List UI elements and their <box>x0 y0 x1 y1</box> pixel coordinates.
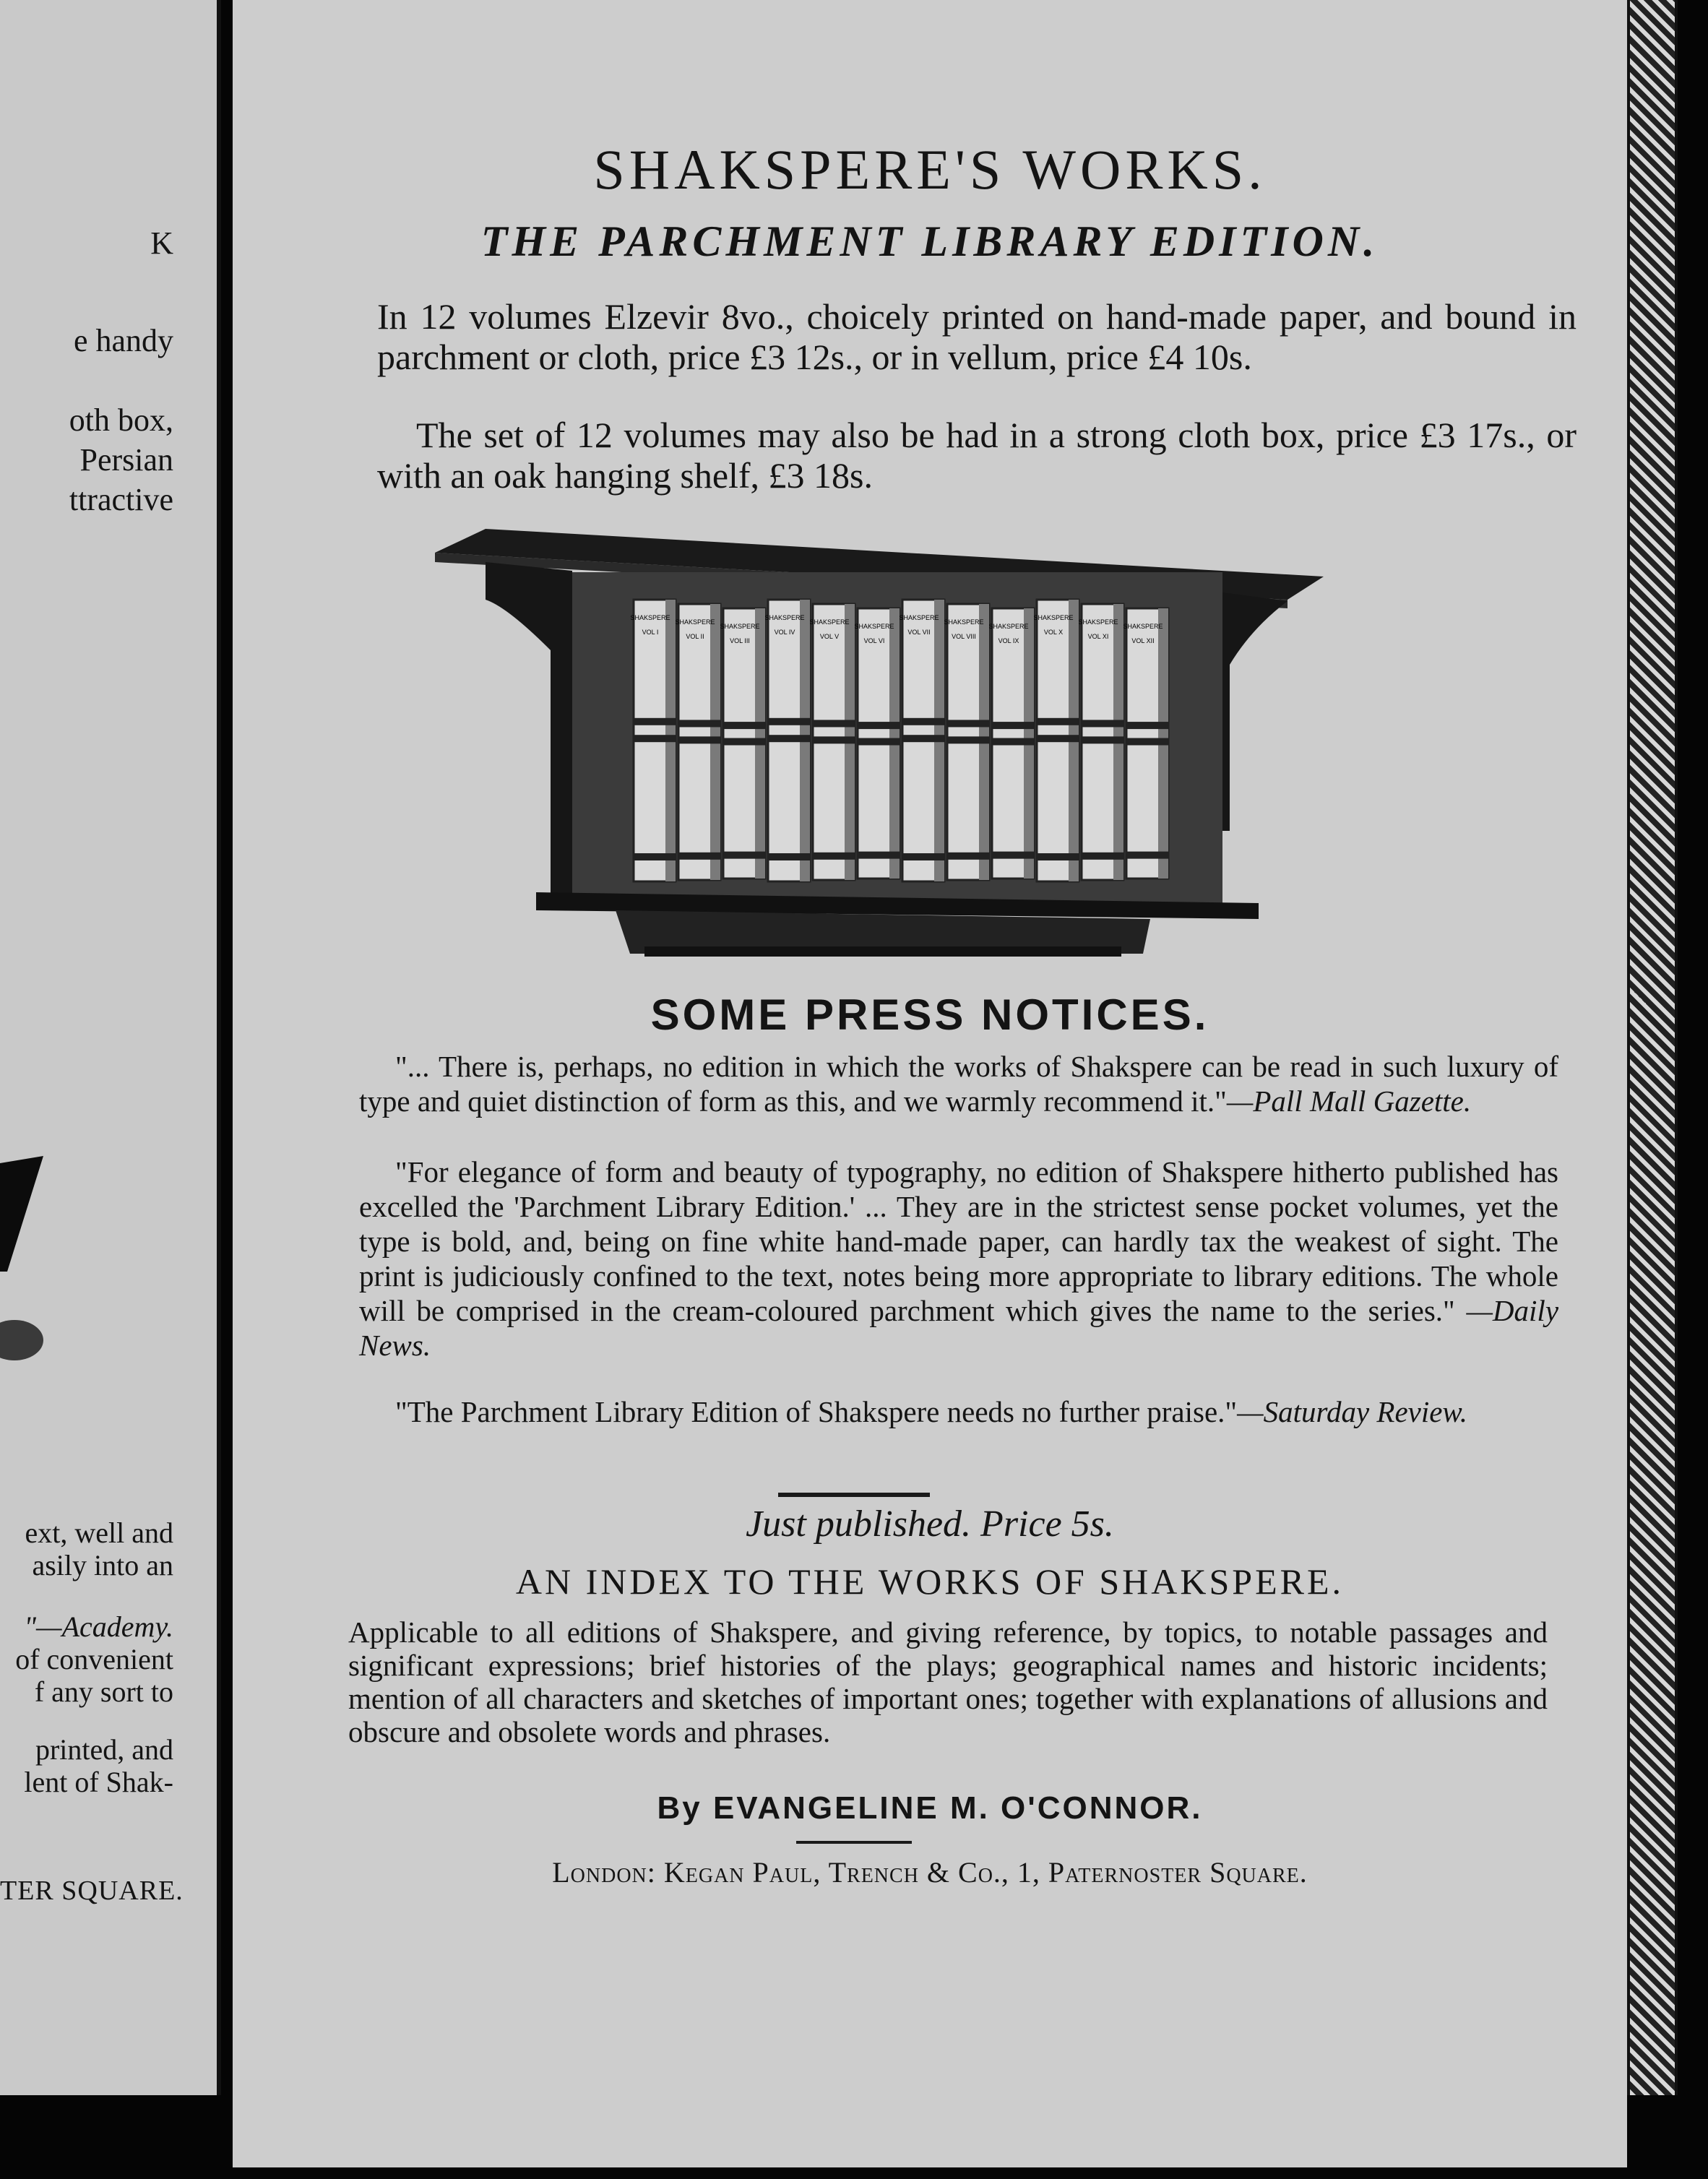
left-fragment: ext, well and <box>25 1516 173 1549</box>
book-spine <box>988 608 1034 879</box>
spine-volume: VOL I <box>642 629 659 636</box>
publisher-imprint: London: Kegan Paul, Trench & Co., 1, Paternoster Square. <box>552 1856 1308 1889</box>
spine-title: SHAKSPERE <box>1123 623 1163 630</box>
intro-paragraph: In 12 volumes Elzevir 8vo., choicely printed on hand-made paper, and bound in parchment or cloth, price £3 12s., or in vellum, price £4 10s. <box>377 296 1577 377</box>
left-fragment: e handy <box>73 323 173 358</box>
left-fragment: TER SQUARE. <box>0 1876 184 1906</box>
page-title: SHAKSPERE'S WORKS. <box>593 138 1267 201</box>
book-spine <box>675 604 720 880</box>
spine-title: SHAKSPERE <box>899 614 939 621</box>
book-spine <box>720 608 765 879</box>
left-fragment: asily into an <box>32 1549 173 1582</box>
spine-title: SHAKSPERE <box>1033 614 1074 621</box>
notice-source: —Pall Mall Gazette. <box>1226 1084 1472 1118</box>
spine-title: SHAKSPERE <box>854 623 894 630</box>
book-spine <box>764 600 810 881</box>
spine-volume: VOL X <box>1043 629 1064 636</box>
left-fragment: ttractive <box>69 482 173 517</box>
left-fragment: Persian <box>79 442 173 478</box>
left-fragment: K <box>150 225 173 261</box>
spine-title: SHAKSPERE <box>720 623 760 630</box>
spine-volume: VOL VIII <box>952 633 976 640</box>
spine-title: SHAKSPERE <box>1078 618 1118 626</box>
notice-source: —Daily News. <box>359 1294 1559 1362</box>
spine-title: SHAKSPERE <box>764 614 805 621</box>
notice-source: —Saturday Review. <box>1237 1395 1467 1428</box>
author-line: By EVANGELINE M. O'CONNOR. <box>657 1790 1203 1826</box>
left-fragment: of convenient <box>15 1643 173 1675</box>
book-spine <box>1123 608 1168 879</box>
notice-text: "For elegance of form and beauty of typography, no edition of Shakspere hitherto published has excelled the 'Parchment Library Edition.' ... They are in the strictest sense pocket volumes, yet the type is bold, and, being on fine white hand-made paper, can hardly tax the weakest of sight. The print is judiciously confined to the text, notes being more appropriate to library editions. The whole will be comprised in the cream-coloured parchment which gives the name to the series." <box>359 1155 1558 1327</box>
decorative-illustration-fragment <box>0 1149 58 1279</box>
spine-title: SHAKSPERE <box>630 614 670 621</box>
book-spine <box>630 600 676 881</box>
book-spine <box>899 600 944 881</box>
spine-volume: VOL VII <box>907 629 931 636</box>
spine-title: SHAKSPERE <box>944 618 984 626</box>
spine-title: SHAKSPERE <box>809 618 850 626</box>
book-spine <box>1078 604 1123 880</box>
bookshelf-illustration <box>428 520 1338 961</box>
spine-volume: VOL IV <box>774 629 795 636</box>
intro-paragraph: The set of 12 volumes may also be had in a strong cloth box, price £3 17s., or with an oak hanging shelf, £3 18s. <box>377 415 1577 496</box>
book-spine <box>1033 600 1079 881</box>
divider-rule <box>796 1841 912 1844</box>
notice-text: "The Parchment Library Edition of Shakspere needs no further praise." <box>395 1395 1238 1428</box>
spine-volume: VOL III <box>730 637 750 644</box>
press-notice <box>359 1394 1558 1429</box>
divider-rule <box>778 1493 930 1497</box>
edition-subtitle: THE PARCHMENT LIBRARY EDITION. <box>480 217 1379 265</box>
book-spine <box>809 604 855 880</box>
book-spine <box>944 604 989 880</box>
spine-volume: VOL XI <box>1087 633 1109 640</box>
left-fragment: lent of Shak- <box>24 1766 173 1798</box>
notice-text: "... There is, perhaps, no edition in which the works of Shakspere can be read in such luxury of type and quiet distinction of form as this, and we warmly recommend it." <box>359 1050 1558 1118</box>
left-fragment: "—Academy. <box>24 1610 173 1643</box>
index-title: AN INDEX TO THE WORKS OF SHAKSPERE. <box>515 1561 1345 1602</box>
previous-page-fragment <box>0 0 221 2095</box>
press-notices-heading: SOME PRESS NOTICES. <box>650 991 1209 1039</box>
book-spine <box>854 608 900 879</box>
spine-volume: VOL IX <box>998 637 1019 644</box>
spine-title: SHAKSPERE <box>675 618 715 626</box>
left-fragment: f any sort to <box>34 1675 173 1708</box>
press-notice <box>359 1049 1558 1118</box>
decorative-illustration-fragment <box>0 1315 51 1365</box>
just-published-line: Just published. Price 5s. <box>746 1503 1114 1545</box>
ornamental-border <box>1627 0 1678 2095</box>
press-notice <box>359 1155 1558 1363</box>
book-volumes <box>630 600 1168 881</box>
spine-volume: VOL XII <box>1131 637 1155 644</box>
spine-volume: VOL II <box>686 633 704 640</box>
left-fragment: oth box, <box>69 402 173 438</box>
spine-title: SHAKSPERE <box>988 623 1029 630</box>
index-description: Applicable to all editions of Shakspere, and giving reference, by topics, to notable passages and significant expressions; brief histories of the plays; geographical names and historic incidents; mention of all characters and sketches of important ones; together with explanations of allusions and obscure and obsolete words and phrases. <box>348 1615 1548 1748</box>
spine-volume: VOL V <box>819 633 840 640</box>
left-fragment: printed, and <box>35 1733 173 1766</box>
advertisement-page <box>233 0 1627 2167</box>
spine-volume: VOL VI <box>863 637 885 644</box>
